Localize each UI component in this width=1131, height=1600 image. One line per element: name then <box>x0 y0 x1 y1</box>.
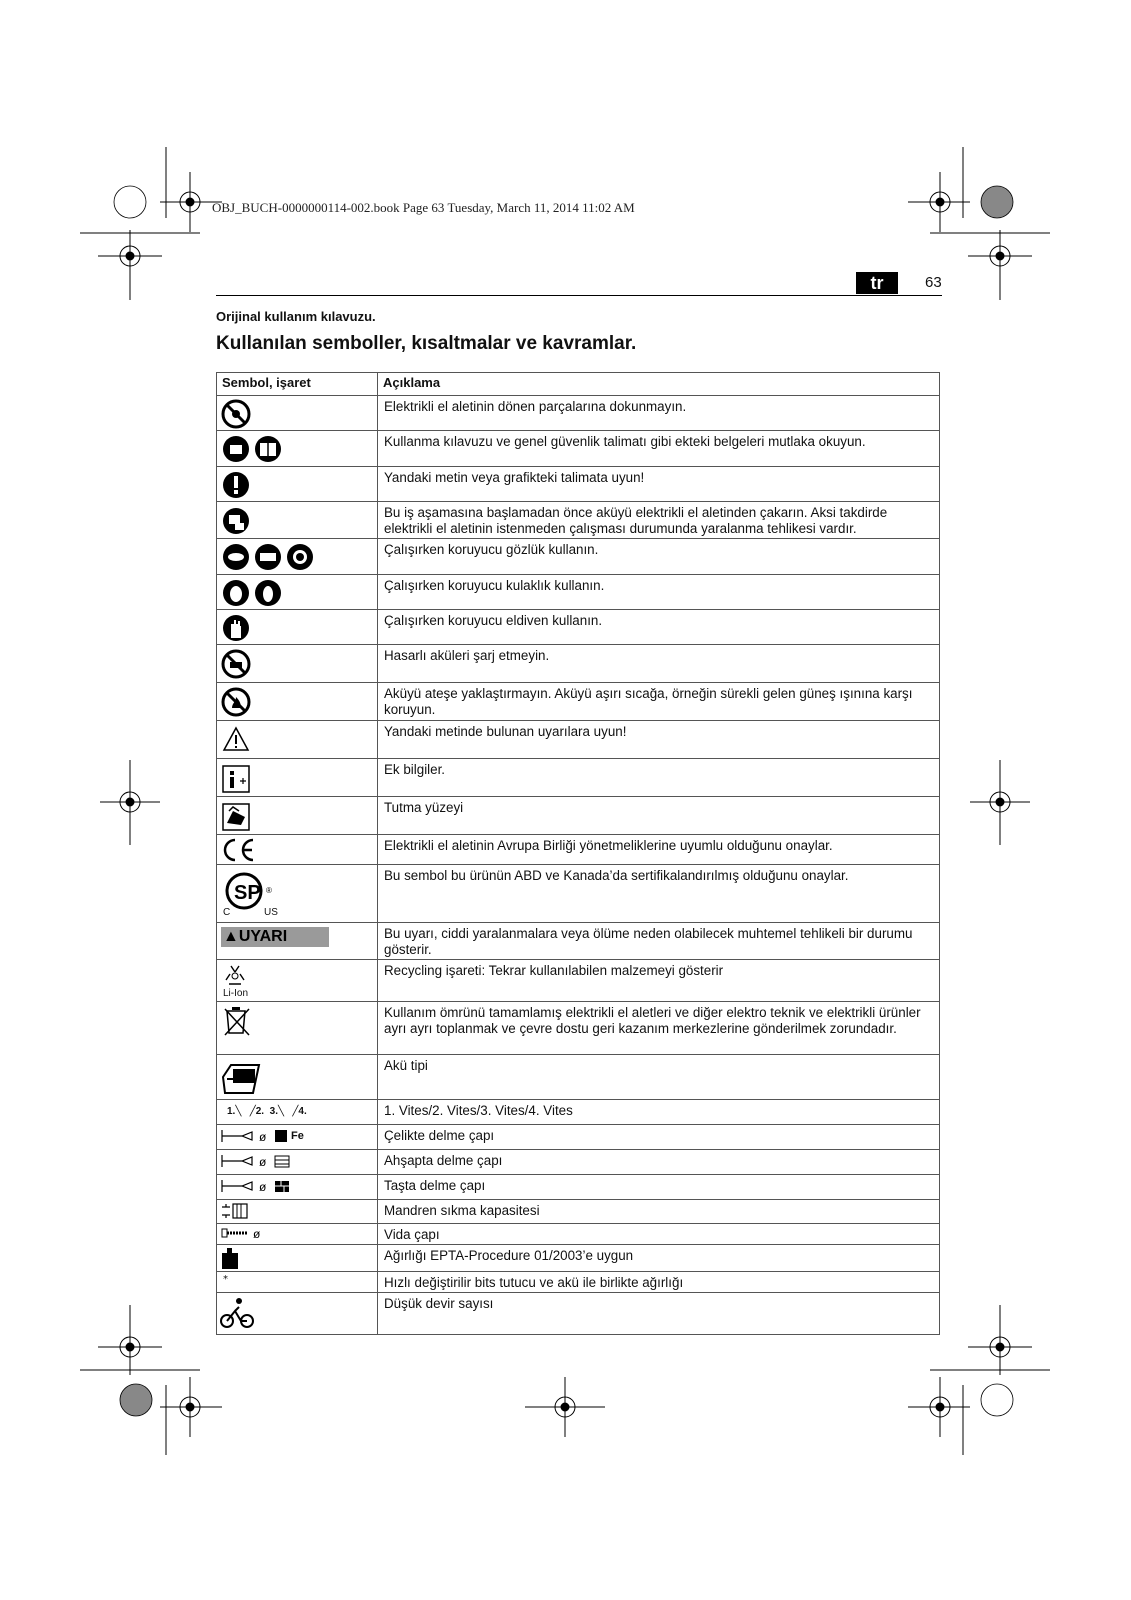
table-row <box>217 1272 940 1293</box>
table-row <box>217 960 940 1002</box>
table-row <box>217 1055 940 1100</box>
table-row <box>217 797 940 835</box>
ce-mark-icon <box>217 835 377 863</box>
asterisk-icon: * <box>223 1274 228 1285</box>
gear-3-label: 3. <box>269 1106 278 1117</box>
row-description: Recycling işareti: Tekrar kullanılabilen malzemeyi gösterir <box>378 960 940 1002</box>
info-icon <box>217 759 377 795</box>
gear-1-label: 1. <box>227 1106 236 1117</box>
row-description: Bu sembol bu ürünün ABD ve Kanada’da sertifikalandırılmış olduğunu onaylar. <box>378 865 940 923</box>
table-row <box>217 467 940 502</box>
table-row <box>217 1200 940 1224</box>
table-row <box>217 865 940 923</box>
row-description: Hızlı değiştirilir bits tutucu ve akü ile birlikte ağırlığı <box>378 1272 940 1293</box>
screw-diameter-icon <box>217 1224 377 1242</box>
warning-triangle-icon <box>217 721 377 757</box>
mandatory-icon <box>217 467 377 501</box>
table-row <box>217 759 940 797</box>
table-row <box>217 575 940 610</box>
recycling-icon <box>217 960 377 999</box>
weee-bin-icon <box>217 1002 377 1042</box>
language-badge: tr <box>856 272 898 294</box>
csa-mark-icon <box>217 865 377 921</box>
svg-text:ø: ø <box>253 1227 261 1241</box>
no-fire-icon <box>217 683 377 719</box>
low-speed-bicycle-icon <box>217 1293 377 1333</box>
gear-2-label: 2. <box>255 1106 265 1117</box>
csa-us-label: US <box>264 907 278 918</box>
row-description: Mandren sıkma kapasitesi <box>378 1200 940 1224</box>
row-description: Taşta delme çapı <box>378 1175 940 1200</box>
remove-battery-icon <box>217 502 377 538</box>
chuck-capacity-icon <box>217 1200 377 1222</box>
drill-wood-icon <box>217 1150 377 1172</box>
uyari-label-text: UYARI <box>238 928 288 945</box>
row-description: Bu iş aşamasına başlamadan önce aküyü elektrikli el aletinden çakarın. Aksi takdirde elektrikli el aletinin istenmeden çalışması durumunda yaralanma tehlikesi vardır. <box>378 502 940 539</box>
table-header-row <box>217 373 940 396</box>
row-description: Çalışırken koruyucu gözlük kullanın. <box>378 539 940 575</box>
row-description: Yandaki metin veya grafikteki talimata uyun! <box>378 467 940 502</box>
ear-protection-icon <box>217 575 377 609</box>
row-description: Çelikte delme çapı <box>378 1125 940 1150</box>
table-row <box>217 1224 940 1245</box>
row-description: Hasarlı aküleri şarj etmeyin. <box>378 645 940 683</box>
row-description: Vida çapı <box>378 1224 940 1245</box>
row-description: Aküyü ateşe yaklaştırmayın. Aküyü aşırı sıcağa, örneğin sürekli gelen güneş ışınına karşı koruyun. <box>378 683 940 721</box>
row-description: Kullanma kılavuzu ve genel güvenlik talimatı gibi ekteki belgeleri mutlaka okuyun. <box>378 431 940 467</box>
table-row <box>217 610 940 645</box>
eye-protection-icon <box>217 539 377 573</box>
fe-label: Fe <box>291 1130 304 1142</box>
table-row <box>217 1100 940 1125</box>
table-row <box>217 1293 940 1335</box>
no-touch-rotating-icon <box>217 396 377 430</box>
table-row <box>217 1175 940 1200</box>
book-info-line: OBJ_BUCH-0000000114-002.book Page 63 Tuesday, March 11, 2014 11:02 AM <box>212 200 635 215</box>
table-row <box>217 431 940 467</box>
grip-surface-icon <box>217 797 377 833</box>
gear-positions-icon: 1.╲ ╱2. 3.╲ ╱4. <box>227 1106 307 1117</box>
row-description: Akü tipi <box>378 1055 940 1100</box>
csa-c-label: C <box>223 907 231 918</box>
table-row <box>217 1150 940 1175</box>
svg-text:ø: ø <box>259 1130 267 1144</box>
row-description: Yandaki metinde bulunan uyarılara uyun! <box>378 721 940 759</box>
symbol-table <box>216 372 940 1335</box>
no-charge-damaged-icon <box>217 645 377 681</box>
uyari-label-icon: ▲UYARI <box>221 927 329 947</box>
svg-text:ø: ø <box>259 1155 267 1169</box>
battery-pack-icon <box>217 1055 377 1099</box>
subtitle: Orijinal kullanım kılavuzu. <box>216 309 376 324</box>
row-description: Bu uyarı, ciddi yaralanmalara veya ölüme neden olabilecek muhtemel tehlikeli bir durumu gösterir. <box>378 923 940 960</box>
row-description: Düşük devir sayısı <box>378 1293 940 1335</box>
svg-text:ø: ø <box>259 1180 267 1194</box>
row-description: Tutma yüzeyi <box>378 797 940 835</box>
table-row <box>217 835 940 865</box>
header-rule <box>216 295 942 296</box>
row-description: 1. Vites/2. Vites/3. Vites/4. Vites <box>378 1100 940 1125</box>
row-description: Kullanım ömrünü tamamlamış elektrikli el aletleri ve diğer elektro teknik ve elektrikli ürünler ayrı ayrı toplanmak ve çevre dostu geri kazanım merkezlerine gönderilmek zorundadır. <box>378 1002 940 1055</box>
row-description: Elektrikli el aletinin dönen parçalarına dokunmayın. <box>378 396 940 431</box>
table-row <box>217 1125 940 1150</box>
svg-text:SP: SP <box>234 882 261 904</box>
table-row <box>217 539 940 575</box>
table-row <box>217 502 940 539</box>
table-row <box>217 1002 940 1055</box>
drill-masonry-icon <box>217 1175 377 1197</box>
page-number: 63 <box>925 274 942 291</box>
row-description: Ahşapta delme çapı <box>378 1150 940 1175</box>
gloves-icon <box>217 610 377 644</box>
row-description: Çalışırken koruyucu kulaklık kullanın. <box>378 575 940 610</box>
read-manual-icon <box>217 431 377 465</box>
column-header-symbol: Sembol, işaret <box>217 373 378 396</box>
table-row <box>217 396 940 431</box>
drill-steel-icon <box>217 1125 377 1147</box>
row-description: Çalışırken koruyucu eldiven kullanın. <box>378 610 940 645</box>
svg-text:®: ® <box>266 886 272 895</box>
row-description: Ağırlığı EPTA-Procedure 01/2003’e uygun <box>378 1245 940 1272</box>
li-ion-label: Li-Ion <box>223 988 249 999</box>
row-description: Elektrikli el aletinin Avrupa Birliği yönetmeliklerine uyumlu olduğunu onaylar. <box>378 835 940 865</box>
table-row <box>217 1245 940 1272</box>
row-description: Ek bilgiler. <box>378 759 940 797</box>
table-row <box>217 721 940 759</box>
weight-icon <box>217 1245 377 1271</box>
gear-4-label: 4. <box>298 1106 307 1117</box>
table-row <box>217 923 940 960</box>
table-row <box>217 645 940 683</box>
table-row <box>217 683 940 721</box>
page-title: Kullanılan semboller, kısaltmalar ve kavramlar. <box>216 333 637 354</box>
column-header-description: Açıklama <box>378 373 940 396</box>
